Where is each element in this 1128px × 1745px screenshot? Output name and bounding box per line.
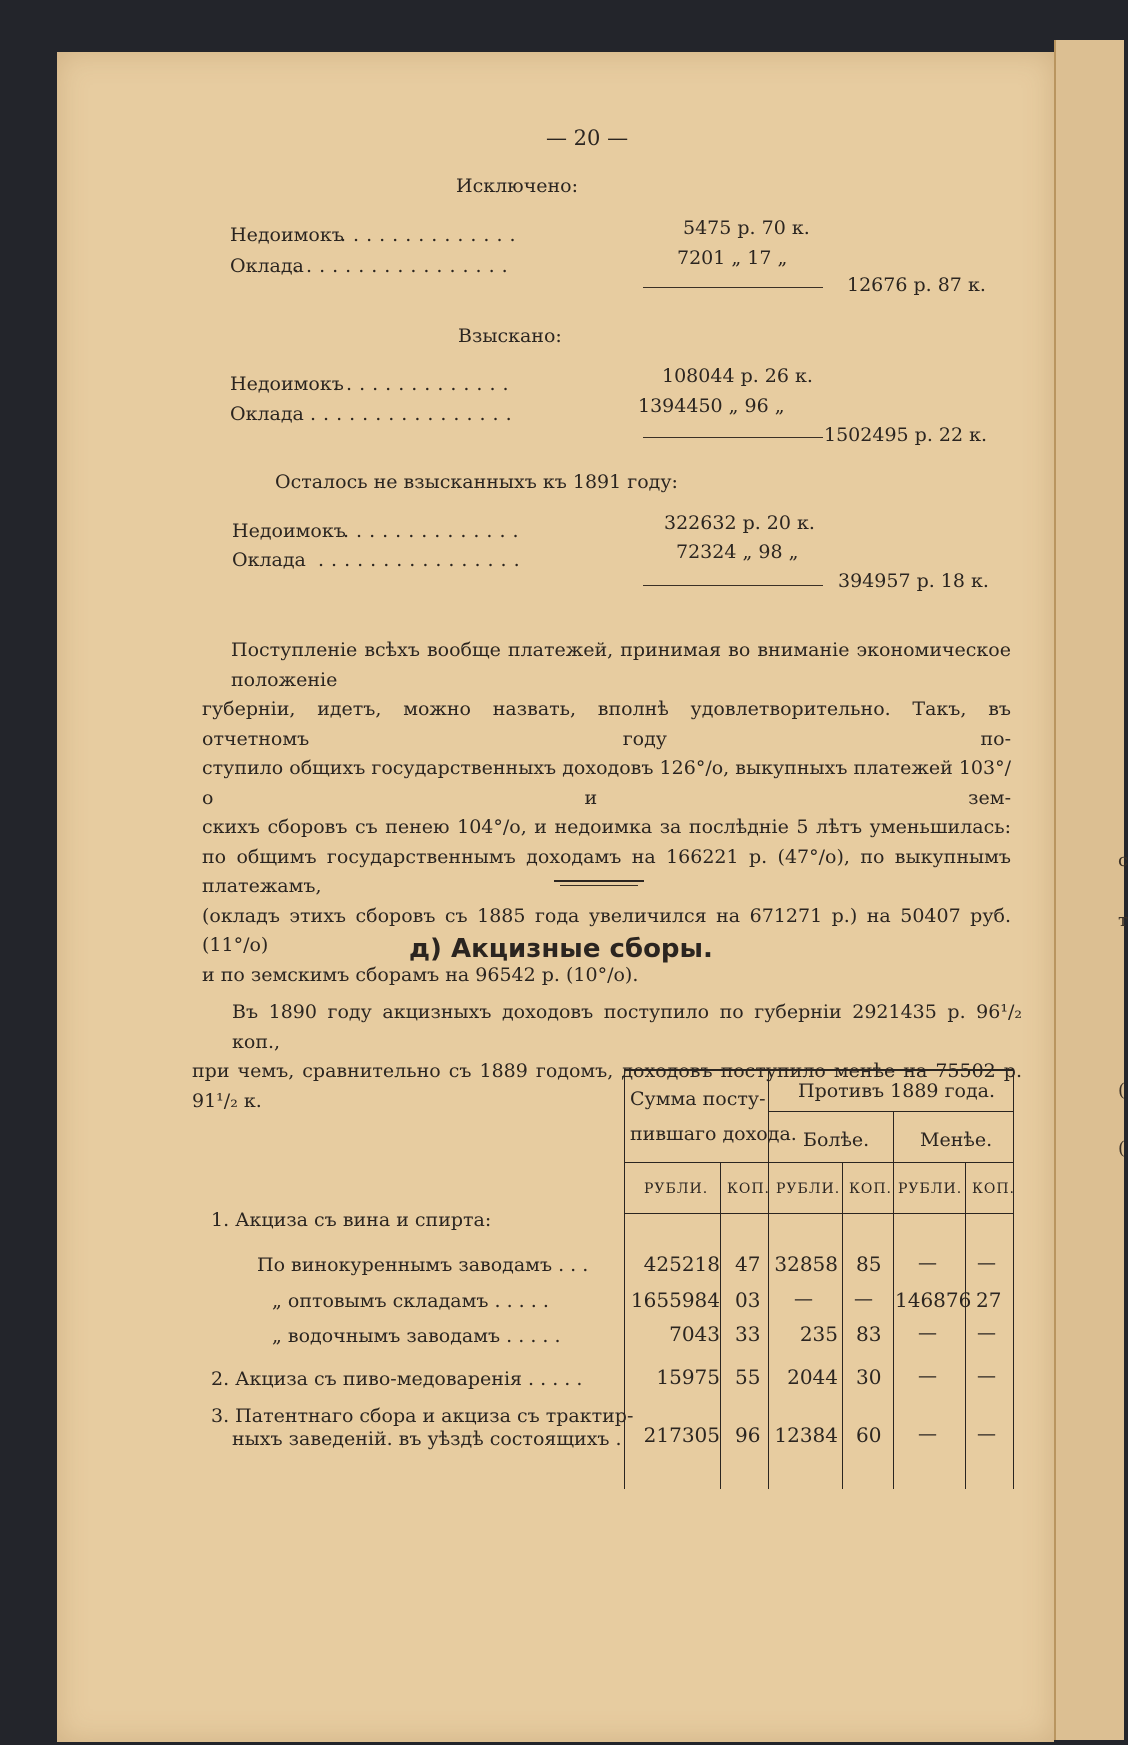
row-label: „ оптовымъ складамъ . . . . . (272, 1290, 549, 1312)
paragraph-line: (окладъ этихъ сборовъ съ 1885 года увеличился на 671271 р.) на 50407 руб. (11°/о) (202, 904, 1011, 956)
intro-line: Въ 1890 году акцизныхъ доходовъ поступило по губерніи 2921435 р. 96¹/₂ коп., (232, 1001, 1022, 1053)
excluded-total: 12676 р. 87 к. (847, 274, 986, 296)
section-title: д) Акцизные сборы. (409, 934, 713, 964)
cell-less-rub: — (918, 1252, 937, 1274)
collected-label-assessment: Оклада (230, 403, 304, 425)
excluded-label-arrears: Недоимокъ (230, 224, 344, 246)
cell-less-kop: — (977, 1252, 996, 1274)
adjacent-page-edge (1054, 40, 1128, 1740)
paragraph-line: Поступленіе всѣхъ вообще платежей, принимая во вниманіе экономическое положеніе (231, 639, 1011, 691)
cell-sum-kop: 47 (735, 1252, 761, 1276)
sum-rule (643, 585, 823, 586)
row-label: 2. Акциза съ пиво-медоваренія . . . . . (211, 1368, 583, 1390)
cell-more-kop: 30 (856, 1365, 882, 1389)
cell-less-rub: — (918, 1423, 937, 1445)
cell-more-kop: — (854, 1288, 873, 1310)
page-number: — 20 — (546, 126, 629, 150)
cell-sum-rub: 7043 (669, 1322, 720, 1346)
cell-more-rub: 12384 (774, 1423, 838, 1447)
excluded-amount-arrears: 5475 р. 70 к. (683, 217, 810, 239)
leader-dots: .............. (333, 373, 516, 395)
adjacent-page-fragment: ( (1118, 1138, 1126, 1159)
cell-sum-rub: 217305 (643, 1423, 720, 1447)
remaining-title: Осталось не взысканныхъ къ 1891 году: (275, 471, 678, 493)
header-less: Менѣе. (920, 1129, 993, 1151)
cell-sum-rub: 425218 (643, 1252, 720, 1276)
cell-less-rub: 146876 (895, 1288, 972, 1312)
row-label-line1: 3. Патентнаго сбора и акциза съ трактир- (211, 1405, 634, 1427)
table-col-line (720, 1162, 721, 1489)
cell-more-kop: 85 (856, 1252, 882, 1276)
cell-more-rub: 32858 (774, 1252, 838, 1276)
header-rubles: РУБЛИ. (776, 1181, 841, 1197)
cell-sum-rub: 1655984 (630, 1288, 720, 1312)
cell-less-rub: — (918, 1365, 937, 1387)
row-label: „ водочнымъ заводамъ . . . . . (272, 1325, 561, 1347)
table-col-line (1013, 1069, 1014, 1489)
adjacent-page-fragment: с (1118, 850, 1128, 871)
cell-less-kop: — (977, 1423, 996, 1445)
row-label: ныхъ заведеній. въ уѣздѣ состоящихъ . (232, 1428, 622, 1450)
table-top-rule (624, 1069, 1014, 1071)
intro-line: при чемъ, сравнительно съ 1889 годомъ, доходовъ поступило менѣе на 75502 р. 91¹/₂ к. (192, 1060, 1022, 1112)
paragraph-line: и по земскимъ сборамъ на 96542 р. (10°/о). (202, 963, 639, 986)
sum-rule (643, 287, 823, 288)
sum-rule (643, 437, 823, 438)
cell-sum-kop: 03 (735, 1288, 761, 1312)
cell-more-rub: 235 (799, 1322, 838, 1346)
header-kopecks: КОП. (972, 1181, 1015, 1197)
excluded-label-assessment: Оклада (230, 255, 304, 277)
collected-amount-arrears: 108044 р. 26 к. (662, 365, 813, 387)
leader-dots: ................ (310, 403, 519, 425)
cell-sum-rub: 15975 (656, 1365, 720, 1389)
cell-less-kop: — (977, 1322, 996, 1344)
paragraph-line: ступило общихъ государственныхъ доходовъ 126°/о, выкупныхъ платежей 103°/о и зем- (202, 757, 1011, 809)
cell-more-kop: 83 (856, 1322, 882, 1346)
header-sum-line1: Сумма посту- (630, 1088, 766, 1110)
cell-less-kop: 27 (976, 1288, 1002, 1312)
header-versus-1889: Противъ 1889 года. (798, 1080, 996, 1102)
collected-label-arrears: Недоимокъ (230, 373, 344, 395)
header-more: Болѣе. (803, 1129, 870, 1151)
excluded-title: Исключено: (456, 175, 579, 197)
cell-more-kop: 60 (856, 1423, 882, 1447)
header-rubles: РУБЛИ. (898, 1181, 963, 1197)
collected-total: 1502495 р. 22 к. (824, 424, 988, 446)
cell-sum-kop: 33 (735, 1322, 761, 1346)
remaining-amount-assessment: 72324 „ 98 „ (676, 541, 799, 563)
cell-sum-kop: 55 (735, 1365, 761, 1389)
cell-sum-kop: 96 (735, 1423, 761, 1447)
remaining-label-assessment: Оклада (232, 549, 306, 571)
group-label: 1. Акциза съ вина и спирта: (211, 1209, 492, 1231)
table-header-rule (768, 1111, 1013, 1112)
leader-dots: ................ (318, 549, 527, 571)
remaining-label-arrears: Недоимокъ (232, 520, 346, 542)
leader-dots: .............. (343, 520, 526, 542)
table-header-rule (624, 1162, 1013, 1163)
leader-dots: ................. (293, 255, 515, 277)
excluded-amount-assessment: 7201 „ 17 „ (677, 247, 788, 269)
table-col-line (893, 1112, 894, 1489)
remaining-total: 394957 р. 18 к. (838, 570, 989, 592)
row-label: По винокуреннымъ заводамъ . . . (257, 1254, 589, 1276)
header-kopecks: КОП. (727, 1181, 770, 1197)
table-header-rule (624, 1213, 1013, 1214)
collected-amount-assessment: 1394450 „ 96 „ (638, 395, 785, 417)
table-col-line (965, 1162, 966, 1489)
paragraph-line: по общимъ государственнымъ доходамъ на 166221 р. (47°/о), по выкупнымъ платежамъ, (202, 845, 1011, 897)
cell-more-rub: 2044 (787, 1365, 838, 1389)
leader-dots: .............. (340, 224, 523, 246)
adjacent-page-fragment: т (1118, 910, 1128, 931)
header-kopecks: КОП. (849, 1181, 892, 1197)
paragraph-line: скихъ сборовъ съ пенею 104°/о, и недоимка за послѣдніе 5 лѣтъ уменьшилась: (202, 816, 1011, 838)
table-col-line (842, 1162, 843, 1489)
section-divider (560, 885, 638, 886)
header-sum-line2: пившаго дохода. (630, 1123, 797, 1145)
adjacent-page-fragment: ( (1118, 1080, 1126, 1101)
cell-less-rub: — (918, 1322, 937, 1344)
cell-more-rub: — (794, 1288, 813, 1310)
remaining-amount-arrears: 322632 р. 20 к. (664, 512, 815, 534)
section-divider (554, 880, 644, 882)
header-rubles: РУБЛИ. (644, 1181, 709, 1197)
paragraph-line: губерніи, идетъ, можно назвать, вполнѣ удовлетворительно. Такъ, въ отчетномъ году по- (202, 698, 1011, 750)
cell-less-kop: — (977, 1365, 996, 1387)
collected-title: Взыскано: (458, 325, 562, 347)
